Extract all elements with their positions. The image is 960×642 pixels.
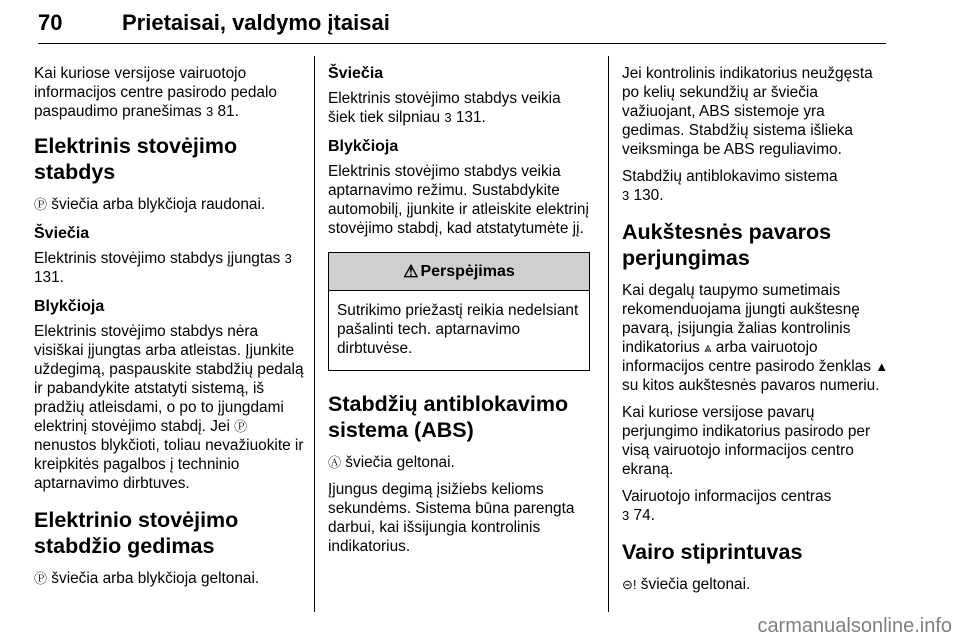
paragraph: Stabdžių antiblokavimo sistema 3 130.	[622, 168, 838, 204]
paragraph: Elektrinis stovėjimo stabdys įjungtas 3 131.	[34, 250, 292, 286]
subheading: Šviečia	[328, 65, 384, 82]
paragraph: Kai kuriose versijose pavarų perjungimo indikatorius pasirodo per visą vairuotojo informacijos centro ekraną.	[622, 404, 871, 478]
paragraph: Ⓐ šviečia geltonai.	[328, 454, 455, 471]
section-heading: Elektrinis stovėjimo stabdys	[34, 134, 238, 184]
paragraph: Vairuotojo informacijos centras 3 74.	[622, 488, 832, 524]
column-1	[34, 64, 304, 596]
paragraph: Elektrinis stovėjimo stabdys veikia šiek tiek silpniau 3 131.	[328, 90, 561, 126]
paragraph: Kai kuriose versijose vairuotojo informacijos centre pasirodo pedalo paspaudimo pranešimas 3 81.	[34, 65, 277, 120]
page-ref-icon: 3	[444, 110, 452, 125]
paragraph: Įjungus degimą įsižiebs kelioms sekundėms. Sistema būna parengta darbui, kai išsijungia kontrolinis indikatorius.	[328, 481, 575, 555]
page-ref-icon: 3	[622, 188, 630, 203]
up-arrow-icon: ▲	[875, 359, 889, 374]
watermark: carmanualsonline.info	[757, 615, 952, 637]
page-ref-icon: 3	[205, 104, 214, 119]
warning-title: Perspėjimas	[420, 262, 515, 280]
column-3	[622, 64, 890, 602]
section-heading: Vairo stiprintuvas	[622, 540, 803, 564]
upshift-indicator-icon: ⩓	[704, 340, 712, 355]
warning-body	[329, 291, 589, 370]
parking-brake-icon: Ⓟ	[34, 197, 48, 212]
page-ref-icon: 3	[284, 251, 292, 266]
paragraph: Elektrinis stovėjimo stabdys nėra visiškai įjungtas arba atleistas. Įjunkite uždegimą, paspauskite stabdžių pedalą ir pabandykite atstatyti sistemą, iš pradžių atleisdami, o po to įjungdami elektrinį stovėjimo stabdį. Jei Ⓟ nenustos blykčioti, toliau nevažiuokite ir kreipkitės pagalbos į techninio aptarnavimo dirbtuves.	[34, 323, 304, 492]
paragraph: Elektrinis stovėjimo stabdys veikia aptarnavimo režimu. Sustabdykite automobilį, įjunkite ir atleiskite elektrinį stovėjimo stabdį, kad atstatytumėte jį.	[328, 163, 589, 237]
section-heading: Stabdžių antiblokavimo sistema (ABS)	[328, 392, 569, 442]
section-heading: Elektrinio stovėjimo stabdžio gedimas	[34, 508, 239, 558]
subheading: Blykčioja	[34, 298, 105, 315]
power-steering-icon: ⊝!	[622, 577, 637, 592]
page-ref-icon: 3	[622, 508, 630, 523]
page-title: Prietaisai, valdymo įtaisai	[122, 10, 390, 35]
page-header	[38, 6, 886, 44]
warning-box	[328, 252, 590, 371]
page-number: 70	[38, 10, 63, 35]
warning-header	[329, 253, 589, 291]
parking-brake-icon: Ⓟ	[234, 419, 248, 434]
warning-triangle-icon: ⚠	[403, 261, 419, 281]
paragraph: Jei kontrolinis indikatorius neužgęsta po kelių sekundžių ar šviečia važiuojant, ABS sistemoje yra gedimas. Stabdžių sistema išlieka veiksminga be ABS reguliavimo.	[622, 65, 873, 158]
column-divider	[608, 56, 609, 612]
paragraph: Ⓟ šviečia arba blykčioja geltonai.	[34, 570, 260, 587]
column-2	[328, 64, 590, 564]
section-heading: Aukštesnės pavaros perjungimas	[622, 220, 832, 270]
warning-text: Sutrikimo priežastį reikia nedelsiant pašalinti tech. aptarnavimo dirbtuvėse.	[337, 302, 579, 357]
paragraph: Kai degalų taupymo sumetimais rekomenduojama įjungti aukštesnę pavarą, įsijungia žalias kontrolinis indikatorius ⩓ arba vairuotojo informacijos centre pasirodo ženklas ▲ su kitos aukštesnės pavaros numeriu.	[622, 282, 889, 394]
abs-icon: Ⓐ	[328, 455, 342, 470]
brake-fault-icon: Ⓟ	[34, 571, 48, 586]
paragraph: ⊝! šviečia geltonai.	[622, 576, 751, 593]
paragraph: Ⓟ šviečia arba blykčioja raudonai.	[34, 196, 266, 213]
column-divider	[314, 56, 315, 612]
subheading: Šviečia	[34, 225, 90, 242]
subheading: Blykčioja	[328, 138, 399, 155]
